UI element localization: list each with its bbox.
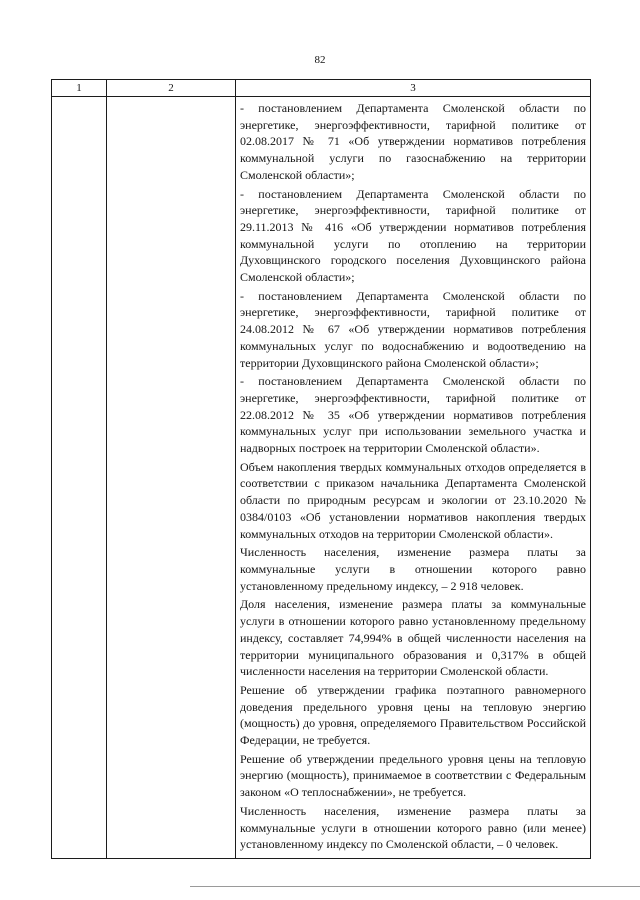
paragraph-land-plot-norms: - постановлением Департамента Смоленской области по энергетике, энергоэффективности, тарифной политике от 22.08.2012 № 35 «Об утверждении нормативов потребления коммунальных услуг при использовании земельного участка и надворных построек на территории Смоленской области». bbox=[240, 374, 586, 456]
paragraph-heat-price-limit: Решение об утверждении предельного уровня цены на тепловую энергию (мощность), принимаемое в соответствии с Федеральным законом «О теплоснабжении», не требуется. bbox=[240, 751, 586, 800]
paragraph-population-share: Доля населения, изменение размера платы за коммунальные услуги в отношении которого равно установленному предельному индексу, составляет 74,994% в общей численности населения на территории муниципального образования и 0,317% в общей численности населения на территории Смоленской области. bbox=[240, 597, 586, 679]
column-header-3: 3 bbox=[410, 82, 416, 94]
paragraph-population-zero: Численность населения, изменение размера платы за коммунальные услуги в отношении которого равно (или менее) установленному индексу по Смоленской области, – 0 человек. bbox=[240, 803, 586, 852]
scan-edge-line bbox=[190, 886, 640, 887]
paragraph-gas-supply-norms: - постановлением Департамента Смоленской области по энергетике, энергоэффективности, тарифной политике от 02.08.2017 № 71 «Об утверждении нормативов потребления коммунальной услуги по газоснабжению на территории Смоленской области»; bbox=[240, 101, 586, 182]
column-divider-1 bbox=[106, 80, 107, 858]
column-header-2: 2 bbox=[168, 82, 174, 94]
paragraph-heat-price-schedule: Решение об утверждении графика поэтапного равномерного доведения предельного уровня цены на тепловую энергию (мощность) до уровня, определяемого Правительством Российской Федерации, не требуется. bbox=[240, 682, 586, 748]
page-number: 82 bbox=[314, 54, 326, 66]
paragraph-heating-norms: - постановлением Департамента Смоленской области по энергетике, энергоэффективности, тарифной политике от 29.11.2013 № 416 «Об утверждении нормативов потребления коммунальной услуги по отоплению на территории Духовщинского городского поселения Духовщинского района Смоленской области»; bbox=[240, 186, 586, 285]
document-table bbox=[51, 79, 591, 859]
paragraph-water-norms: - постановлением Департамента Смоленской области по энергетике, энергоэффективности, тарифной политике от 24.08.2012 № 67 «Об утверждении нормативов потребления коммунальных услуг по водоснабжению и водоотведению на территории Духовщинского района Смоленской области»; bbox=[240, 288, 586, 370]
column-divider-2 bbox=[235, 80, 236, 858]
column-header-1: 1 bbox=[76, 82, 82, 94]
paragraph-population-count: Численность населения, изменение размера платы за коммунальные услуги в отношении которого равно установленному предельному индексу, – 2 918 человек. bbox=[240, 545, 586, 593]
column-3-content bbox=[240, 100, 586, 855]
paragraph-waste-accumulation: Объем накопления твердых коммунальных отходов определяется в соответствии с приказом начальника Департамента Смоленской области по природным ресурсам и экологии от 23.10.2020 № 0384/0103 «Об установлении нормативов накопления твердых коммунальных отходов на территории Смоленской области». bbox=[240, 459, 586, 541]
header-row-rule bbox=[52, 96, 590, 97]
